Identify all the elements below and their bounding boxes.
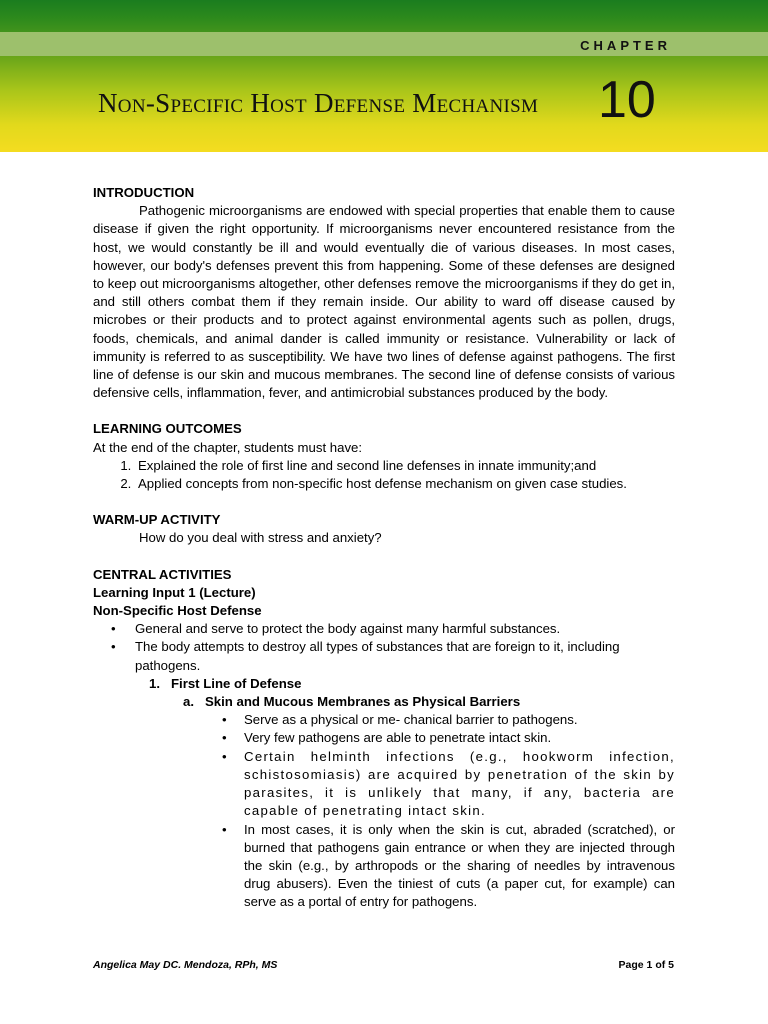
- list-item: • The body attempts to destroy all types of substances that are foreign to it, including pathogens.: [135, 638, 675, 674]
- list-item: • Certain helminth infections (e.g., hookworm infection, schistosomiasis) are acquired by penetration of the skin by parasites, it is unlikely that many, if any, bacteria are capable of penetrating intact skin.: [244, 748, 675, 821]
- topic-heading: Non-Specific Host Defense: [93, 603, 262, 619]
- footer-author: Angelica May DC. Mendoza, RPh, MS: [93, 959, 278, 971]
- learning-input-title: Learning Input 1 (Lecture): [93, 584, 256, 600]
- list-item: 2. Applied concepts from non-specific host defense mechanism on given case studies.: [135, 475, 675, 493]
- chapter-title: Non-Specific Host Defense Mechanism: [98, 88, 539, 118]
- learning-outcomes-list: [93, 457, 675, 493]
- list-item: • General and serve to protect the body against many harmful substances.: [135, 620, 675, 638]
- introduction-heading: INTRODUCTION: [93, 185, 195, 200]
- list-item: • In most cases, it is only when the skin is cut, abraded (scratched), or burned that pathogens gain entrance or when they are injected through the skin (e.g., by arthropods or the sharing of needles by intravenous drug abusers). Even the tiniest of cuts (a paper cut, for example) can serve as a portal of entry for pathogens.: [244, 821, 675, 912]
- list-item: • Very few pathogens are able to penetrate intact skin.: [244, 729, 675, 747]
- skin-barrier-heading: a. Skin and Mucous Membranes as Physical Barriers: [183, 694, 521, 710]
- skin-barrier-bullets: [93, 711, 675, 911]
- learning-outcomes-lead: At the end of the chapter, students must have:: [93, 439, 363, 455]
- chapter-number: 10: [598, 71, 656, 129]
- learning-outcomes-heading: LEARNING OUTCOMES: [93, 421, 242, 437]
- footer-page-number: Page 1 of 5: [618, 959, 674, 971]
- warm-up-question: How do you deal with stress and anxiety?: [139, 530, 382, 546]
- introduction-body: Pathogenic microorganisms are endowed with special properties that enable them to cause disease if given the right opportunity. If microorganisms never encountered resistance from the host, we would constantly be ill and would eventually die of various diseases. In most cases, however, our body's defenses prevent this from happening. Some of these defenses are designed to keep out microorganisms altogether, other defenses remove the microorganisms if they do get in, and still others combat them if they remain inside. Our ability to ward off disease caused by microbes or their products and to protect against environmental agents such as pollen, drugs, foods, chemicals, and animal dander is called immunity or resistance. Vulnerability or lack of immunity is referred to as susceptibility. We have two lines of defense against pathogens. The first line of defense is our skin and mucous membranes. The second line of defense consists of various defensive cells, inflammation, fever, and antimicrobial substances produced by the body.: [93, 203, 675, 401]
- topic-bullets: [93, 620, 675, 675]
- chapter-label: CHAPTER: [580, 38, 671, 53]
- central-activities-heading: CENTRAL ACTIVITIES: [93, 566, 232, 582]
- first-line-heading: 1. First Line of Defense: [149, 675, 302, 691]
- warm-up-heading: WARM-UP ACTIVITY: [93, 512, 221, 528]
- page-content: [93, 184, 675, 912]
- list-item: • Serve as a physical or me- chanical barrier to pathogens.: [244, 711, 675, 729]
- list-item: 1. Explained the role of first line and second line defenses in innate immunity;and: [135, 457, 675, 475]
